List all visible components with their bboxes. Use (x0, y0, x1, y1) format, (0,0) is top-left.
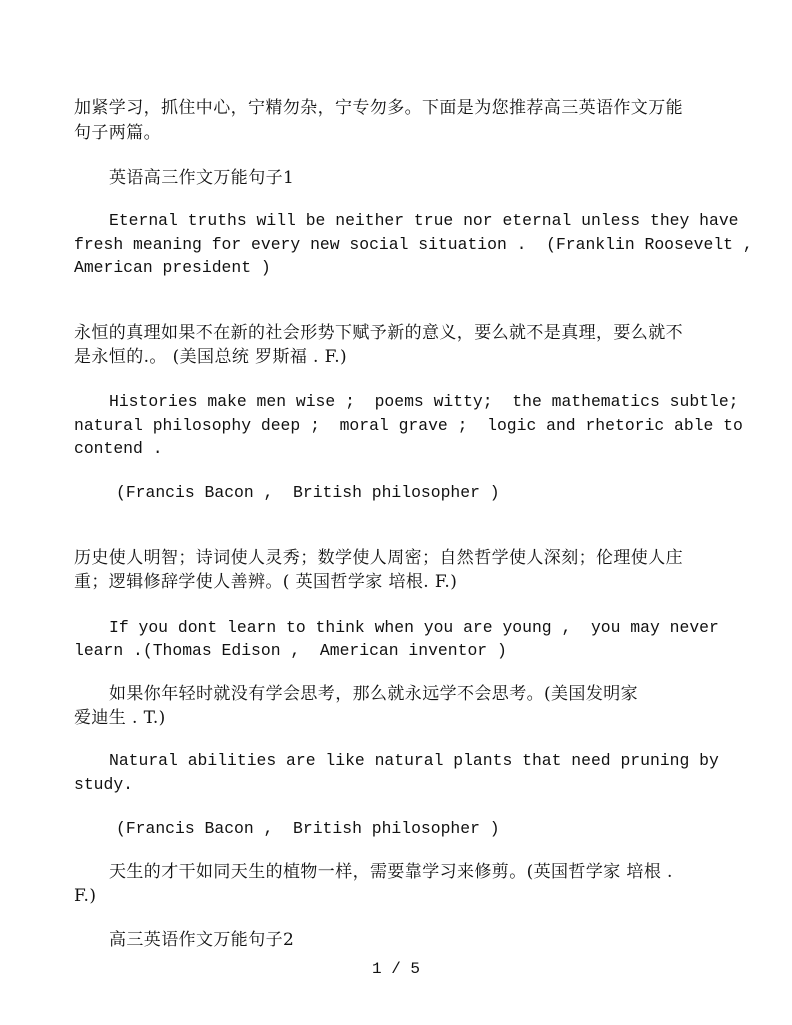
quote-2-attribution: (Francis Bacon , British philosopher ) (116, 483, 500, 502)
quote-1-cn-line-1: 永恒的真理如果不在新的社会形势下赋予新的意义，要么就不是真理，要么就不 (74, 323, 683, 343)
quote-2-cn-line-2: 重；逻辑修辞学使人善辨。( 英国哲学家 培根. F.) (74, 572, 458, 592)
quote-1-en-line-3: American president ) (74, 258, 271, 277)
section-2-title: 高三英语作文万能句子2 (109, 930, 295, 950)
quote-1-en-line-2: fresh meaning for every new social situation . (Franklin Roosevelt , (74, 235, 753, 254)
quote-4-cn-line-1: 天生的才干如同天生的植物一样，需要靠学习来修剪。(英国哲学家 培根 . (109, 862, 673, 882)
quote-4-en-line-1: Natural abilities are like natural plants that need pruning by (109, 751, 719, 770)
quote-2-en-line-2: natural philosophy deep ; moral grave ; logic and rhetoric able to (74, 416, 743, 435)
quote-4-attribution: (Francis Bacon , British philosopher ) (116, 819, 500, 838)
quote-2-cn-line-1: 历史使人明智；诗词使人灵秀；数学使人周密；自然哲学使人深刻；伦理使人庄 (74, 548, 683, 568)
intro-line-1: 加紧学习，抓住中心，宁精勿杂，宁专勿多。下面是为您推荐高三英语作文万能 (74, 98, 683, 118)
quote-1-en-line-1: Eternal truths will be neither true nor eternal unless they have (109, 211, 739, 230)
quote-2-en-line-3: contend . (74, 439, 163, 458)
quote-2-en-line-1: Histories make men wise ; poems witty; the mathematics subtle; (109, 392, 739, 411)
section-1-title: 英语高三作文万能句子1 (109, 168, 295, 188)
quote-4-cn-line-2: F.) (74, 886, 97, 906)
quote-3-en-line-1: If you dont learn to think when you are young , you may never (109, 618, 719, 637)
quote-3-cn-line-1: 如果你年轻时就没有学会思考，那么就永远学不会思考。(美国发明家 (109, 684, 639, 704)
quote-4-en-line-2: study. (74, 775, 134, 794)
quote-3-cn-line-2: 爱迪生 . T.) (74, 708, 166, 728)
quote-1-cn-line-2: 是永恒的.。 (美国总统 罗斯福 . F.) (74, 347, 348, 367)
intro-line-2: 句子两篇。 (74, 123, 161, 143)
page-indicator: 1 / 5 (371, 960, 420, 978)
quote-3-en-line-2: learn .(Thomas Edison , American inventor ) (74, 641, 507, 660)
